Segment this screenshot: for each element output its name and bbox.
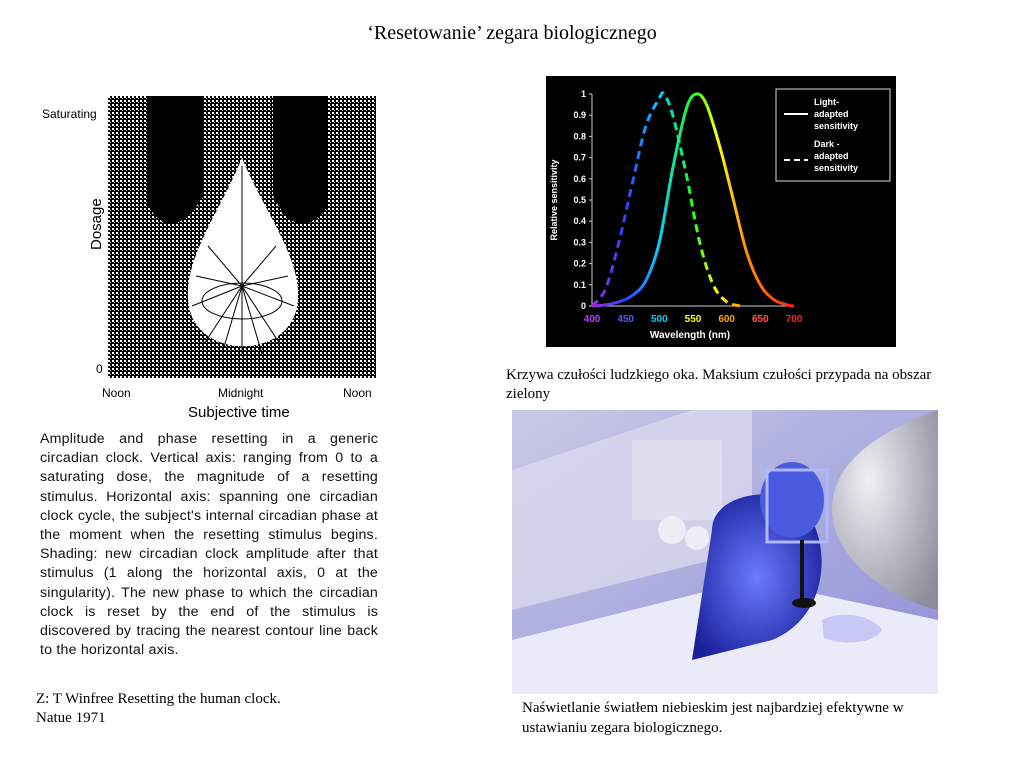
x-tick-label: 650 bbox=[751, 314, 769, 325]
person-head bbox=[760, 462, 824, 538]
source-note bbox=[36, 690, 281, 728]
y-tick-label: 0.7 bbox=[573, 152, 586, 163]
x-tick-label: 600 bbox=[718, 314, 736, 325]
y-tick-label: 0.4 bbox=[573, 216, 586, 227]
legend-light-line-2: adapted bbox=[814, 109, 849, 119]
sensitivity-chart bbox=[546, 76, 896, 347]
x-tick-label-midnight: Midnight bbox=[218, 386, 264, 400]
slide-title: ‘Resetowanie’ zegara biologicznego bbox=[367, 22, 657, 44]
x-tick-label: 700 bbox=[785, 314, 803, 325]
x-tick-label-noon-left: Noon bbox=[102, 386, 131, 400]
sensitivity-caption: Krzywa czułości ludzkiego oka. Maksium czułości przypada na obszar zielony bbox=[506, 367, 932, 402]
x-tick-label-noon-right: Noon bbox=[343, 386, 372, 400]
x-tick-label: 450 bbox=[617, 314, 635, 325]
y-axis-title: Relative sensitivity bbox=[549, 159, 559, 241]
y-tick-label: 0.6 bbox=[573, 173, 586, 184]
legend-dark-line-1: Dark - bbox=[814, 139, 840, 149]
y-tick-label: 0 bbox=[580, 301, 586, 311]
y-zero-label: 0 bbox=[96, 362, 103, 376]
y-top-label: Saturating bbox=[42, 107, 97, 121]
photo-caption: Naświetlanie światłem niebieskim jest najbardziej efektywne w ustawianiu zegara biologicznego. bbox=[522, 700, 904, 736]
series-light-adapted bbox=[592, 94, 794, 306]
dark-region-right bbox=[273, 96, 328, 224]
y-tick-label: 0.1 bbox=[573, 279, 586, 290]
y-tick-label: 0.3 bbox=[573, 237, 586, 248]
x-tick-label: 550 bbox=[684, 314, 702, 325]
legend-light-line-1: Light- bbox=[814, 97, 839, 107]
phase-resetting-figure bbox=[108, 96, 376, 378]
legend-dark-line-3: sensitivity bbox=[814, 163, 859, 173]
source-line-2: Natue 1971 bbox=[36, 710, 106, 726]
x-axis-title: Wavelength (nm) bbox=[649, 330, 731, 341]
y-tick-label: 0.9 bbox=[573, 110, 586, 121]
dark-region-left bbox=[148, 96, 203, 224]
legend bbox=[776, 89, 890, 181]
x-tick-label: 500 bbox=[650, 314, 668, 325]
y-tick-label: 1 bbox=[580, 89, 586, 99]
y-axis-label: Dosage bbox=[88, 198, 105, 250]
x-tick-label: 400 bbox=[583, 314, 601, 325]
x-axis-label: Subjective time bbox=[188, 404, 290, 421]
figure-caption: Amplitude and phase resetting in a generic circadian clock. Vertical axis: ranging from 0 to a saturating dose, the magnitude of a resetting stimulus. Horizontal axis: spanning one circadian clock cycle, the subject's internal circadian phase at the moment when the resetting stimulus begins. Shading: new circadian clock amplitude after that stimulus (1 along the horizontal axis, 0 at the singularity). The new phase to which the circadian clock is reset by the end of the stimulus is discovered by tracing the nearest contour line back to the horizontal axis. bbox=[40, 431, 378, 659]
source-line-1: Z: T Winfree Resetting the human clock. bbox=[36, 691, 281, 707]
legend-dark-line-2: adapted bbox=[814, 151, 849, 161]
legend-light-line-3: sensitivity bbox=[814, 121, 859, 131]
y-tick-label: 0.8 bbox=[573, 131, 586, 142]
light-therapy-photo bbox=[512, 410, 938, 694]
y-tick-label: 0.2 bbox=[573, 258, 586, 269]
y-tick-label: 0.5 bbox=[573, 195, 586, 205]
